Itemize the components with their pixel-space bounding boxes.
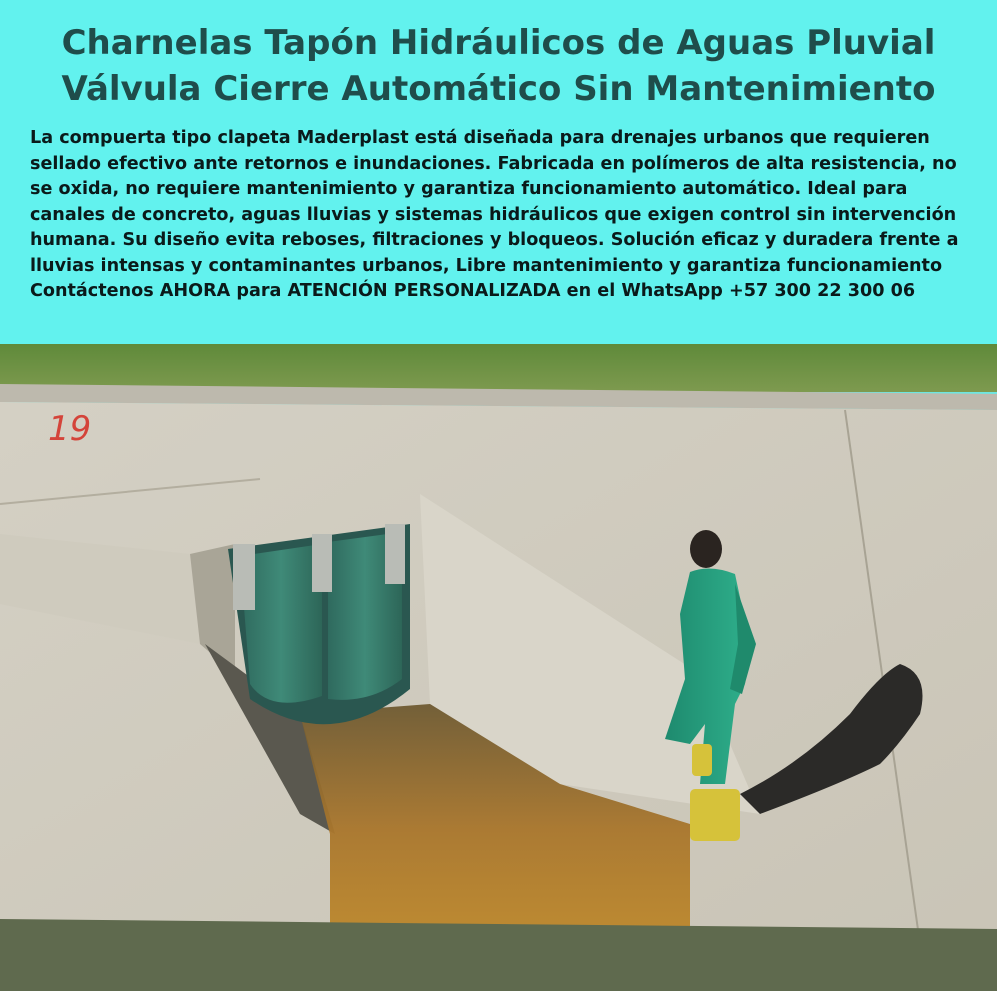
description-line: lluvias intensas y contaminantes urbanos, Libre mantenimiento y garantiza funcionamiento	[30, 255, 943, 276]
title-line-1: Charnelas Tapón Hidráulicos de Aguas Pluvial	[61, 23, 936, 63]
painted-number: 19	[48, 409, 92, 449]
gate-hinge	[233, 544, 255, 610]
gate-hinge	[312, 534, 332, 592]
description-line: se oxida, no requiere mantenimiento y garantiza funcionamiento automático. Ideal para	[30, 179, 908, 199]
description-line: La compuerta tipo clapeta Maderplast está diseñada para drenajes urbanos que requieren	[30, 128, 930, 148]
water-pool	[0, 919, 997, 991]
description-line: humana. Su diseño evita reboses, filtraciones y bloqueos. Solución eficaz y duradera frente a	[30, 230, 959, 250]
contact-line: Contáctenos AHORA para ATENCIÓN PERSONALIZADA en el WhatsApp +57 300 22 300 06	[30, 281, 916, 301]
text-banner	[0, 0, 997, 344]
gate-hinge	[385, 524, 405, 584]
grass-strip	[0, 344, 997, 392]
product-description	[30, 126, 975, 305]
title-line-2: Válvula Cierre Automático Sin Mantenimiento	[61, 69, 936, 109]
description-line: canales de concreto, aguas lluvias y sistemas hidráulicos que exigen control sin intervención	[30, 204, 957, 225]
page-title	[0, 20, 997, 112]
canal-photo	[0, 344, 997, 991]
description-line: sellado efectivo ante retornos e inundaciones. Fabricada en polímeros de alta resistencia, no	[30, 153, 957, 174]
